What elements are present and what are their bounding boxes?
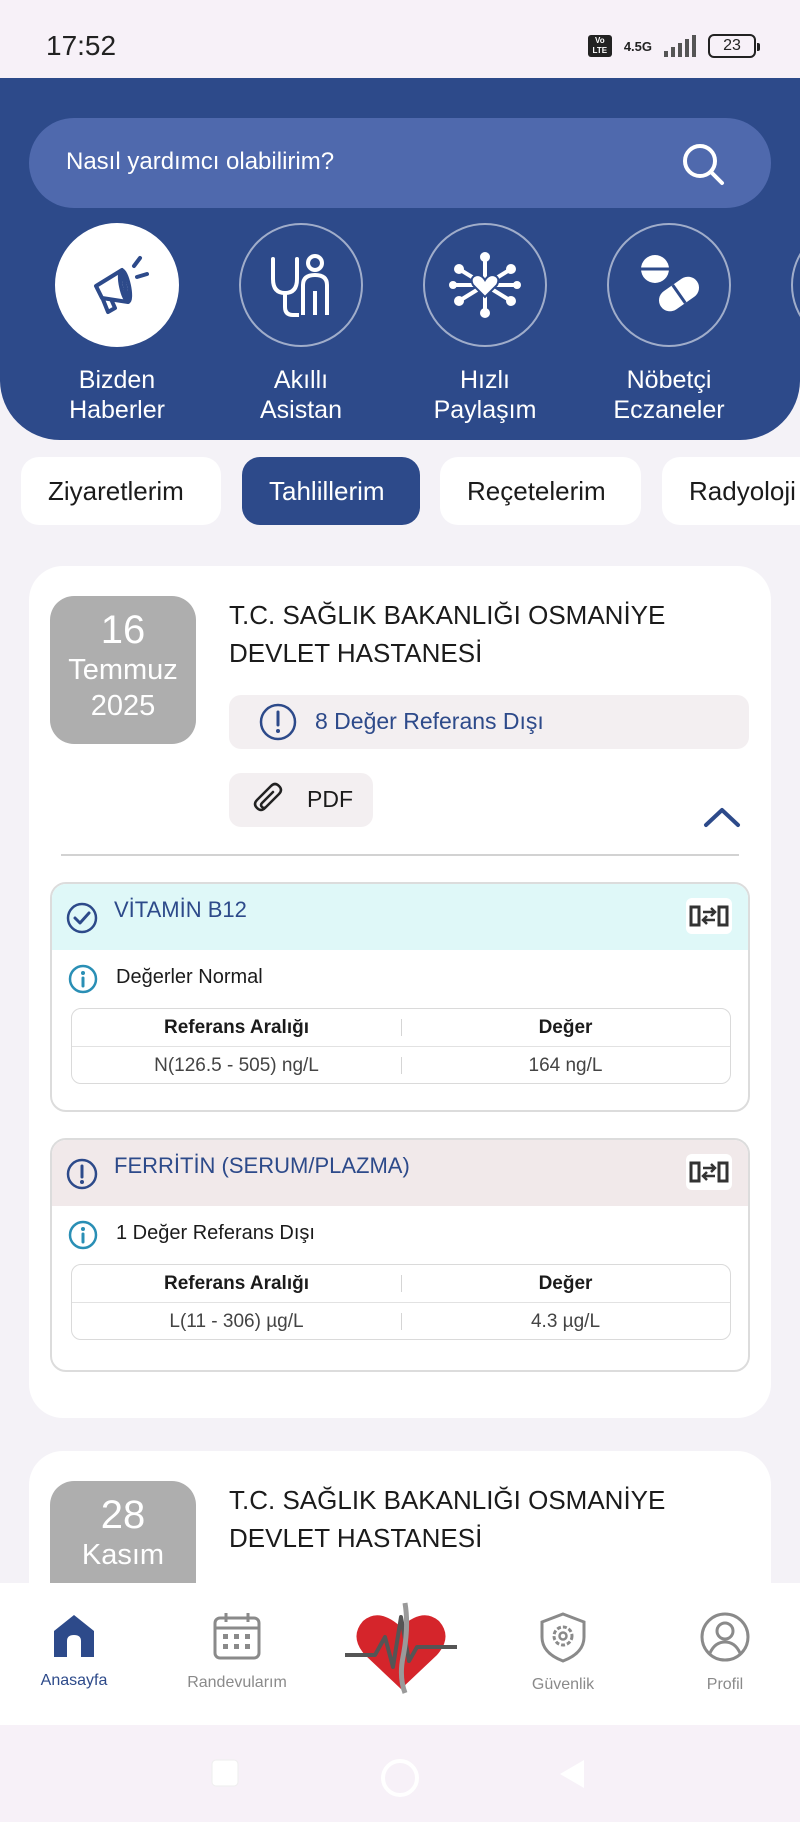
test-name: FERRİTİN (SERUM/PLAZMA) [114, 1153, 410, 1178]
chevron-up-icon[interactable] [703, 806, 741, 828]
nav-appointments[interactable] [177, 1611, 297, 1692]
hospital-name: T.C. SAĞLIK BAKANLIĞI OSMANİYE DEVLET HASTANESİ [229, 1485, 666, 1553]
compare-button[interactable] [686, 898, 732, 934]
network-type: 4.5G [623, 38, 652, 54]
reference-range: N(126.5 - 505) ng/L [154, 1055, 319, 1076]
result-card [29, 566, 771, 1418]
paperclip-icon [251, 782, 287, 818]
tab-lab-results[interactable]: Tahlillerim [242, 457, 420, 525]
hospital-name: T.C. SAĞLIK BAKANLIĞI OSMANİYE DEVLET HASTANESİ [229, 600, 666, 668]
quick-action-news[interactable] [55, 223, 179, 425]
date-box [50, 596, 196, 744]
search-icon[interactable] [681, 142, 725, 186]
alert-icon [66, 1158, 98, 1190]
out-of-range-text: 8 Değer Referans Dışı [315, 708, 544, 734]
home-button-icon[interactable] [380, 1758, 420, 1798]
megaphone-icon [82, 250, 152, 320]
pdf-label: PDF [307, 786, 353, 812]
test-name: VİTAMİN B12 [114, 897, 247, 922]
nav-home[interactable] [14, 1611, 134, 1690]
search-input[interactable]: Nasıl yardımcı olabilirim? [66, 148, 335, 175]
calendar-icon [212, 1611, 262, 1661]
quick-action-share[interactable] [423, 223, 547, 425]
back-icon[interactable] [556, 1758, 588, 1790]
info-icon [68, 964, 98, 994]
compare-button[interactable] [686, 1154, 732, 1190]
search-bar[interactable] [29, 118, 771, 208]
nav-label: Profil [706, 1676, 744, 1693]
tab-visits[interactable]: Ziyaretlerim [21, 457, 221, 525]
bottom-nav [0, 1583, 800, 1725]
test-status-text: 1 Değer Referans Dışı [116, 1222, 315, 1244]
test-header[interactable] [52, 884, 748, 950]
header [0, 78, 800, 440]
result-value: 4.3 µg/L [401, 1303, 730, 1339]
status-indicators [588, 34, 756, 58]
doctor-icon [265, 249, 337, 321]
quick-action-more[interactable] [791, 223, 800, 347]
nav-label: Güvenlik [531, 1676, 595, 1693]
quick-action-label: Akıllı Asistan [260, 366, 342, 424]
quick-action-circle[interactable] [423, 223, 547, 347]
status-time: 17:52 [46, 30, 117, 61]
tab-bar [21, 457, 800, 525]
nav-profile[interactable] [665, 1611, 785, 1694]
status-bar [0, 0, 800, 78]
test-status [52, 1206, 748, 1262]
info-icon [68, 1220, 98, 1250]
column-header-value: Değer [401, 1265, 730, 1302]
volte-icon: Vo LTE [588, 35, 612, 57]
test-item[interactable] [50, 1138, 750, 1372]
heart-logo-icon[interactable] [345, 1597, 457, 1697]
nav-label: Anasayfa [40, 1672, 108, 1689]
quick-action-pharmacy[interactable] [607, 223, 731, 425]
quick-action-circle[interactable] [791, 223, 800, 347]
pdf-button[interactable] [229, 773, 373, 827]
column-header-reference: Referans Aralığı [163, 1273, 309, 1294]
result-table [71, 1008, 731, 1084]
tab-prescriptions[interactable]: Reçetelerim [440, 457, 641, 525]
recents-icon[interactable] [210, 1758, 240, 1788]
date-year: 2025 [90, 690, 156, 722]
battery-icon: 23 [708, 34, 756, 58]
table-row [72, 1046, 730, 1083]
quick-action-label: Bizden Haberler [69, 366, 165, 424]
system-nav-bar [0, 1725, 800, 1822]
table-header-row [72, 1009, 730, 1046]
user-icon [699, 1611, 751, 1663]
out-of-range-badge [229, 695, 749, 749]
test-status [52, 950, 748, 1006]
test-item[interactable] [50, 882, 750, 1112]
date-day: 16 [100, 608, 146, 652]
date-month: Kasım [81, 1539, 165, 1571]
test-status-text: Değerler Normal [116, 966, 263, 988]
date-month: Temmuz [68, 654, 178, 686]
alert-icon [259, 703, 297, 741]
compare-icon [689, 1159, 729, 1185]
table-row [72, 1302, 730, 1339]
home-icon [50, 1611, 98, 1659]
nav-label: Randevularım [187, 1674, 287, 1691]
quick-action-circle[interactable] [239, 223, 363, 347]
result-table [71, 1264, 731, 1340]
shield-gear-icon [538, 1611, 588, 1663]
test-header[interactable] [52, 1140, 748, 1206]
quick-action-circle[interactable] [55, 223, 179, 347]
compare-icon [689, 903, 729, 929]
nav-security[interactable] [503, 1611, 623, 1694]
quick-action-assistant[interactable] [239, 223, 363, 425]
check-circle-icon [66, 902, 98, 934]
quick-action-circle[interactable] [607, 223, 731, 347]
reference-range: L(11 - 306) µg/L [169, 1311, 304, 1332]
result-value: 164 ng/L [401, 1047, 730, 1083]
share-network-icon [449, 249, 521, 321]
column-header-value: Değer [401, 1009, 730, 1046]
column-header-reference: Referans Aralığı [163, 1017, 309, 1038]
divider [61, 854, 739, 856]
signal-icon [664, 35, 696, 57]
quick-action-label: Hızlı Paylaşım [433, 366, 537, 424]
date-day: 28 [100, 1493, 146, 1537]
tab-radiology[interactable]: Radyoloji [662, 457, 800, 525]
quick-action-label: Nöbetçi Eczaneler [613, 366, 725, 424]
table-header-row [72, 1265, 730, 1302]
pill-icon [633, 249, 705, 321]
